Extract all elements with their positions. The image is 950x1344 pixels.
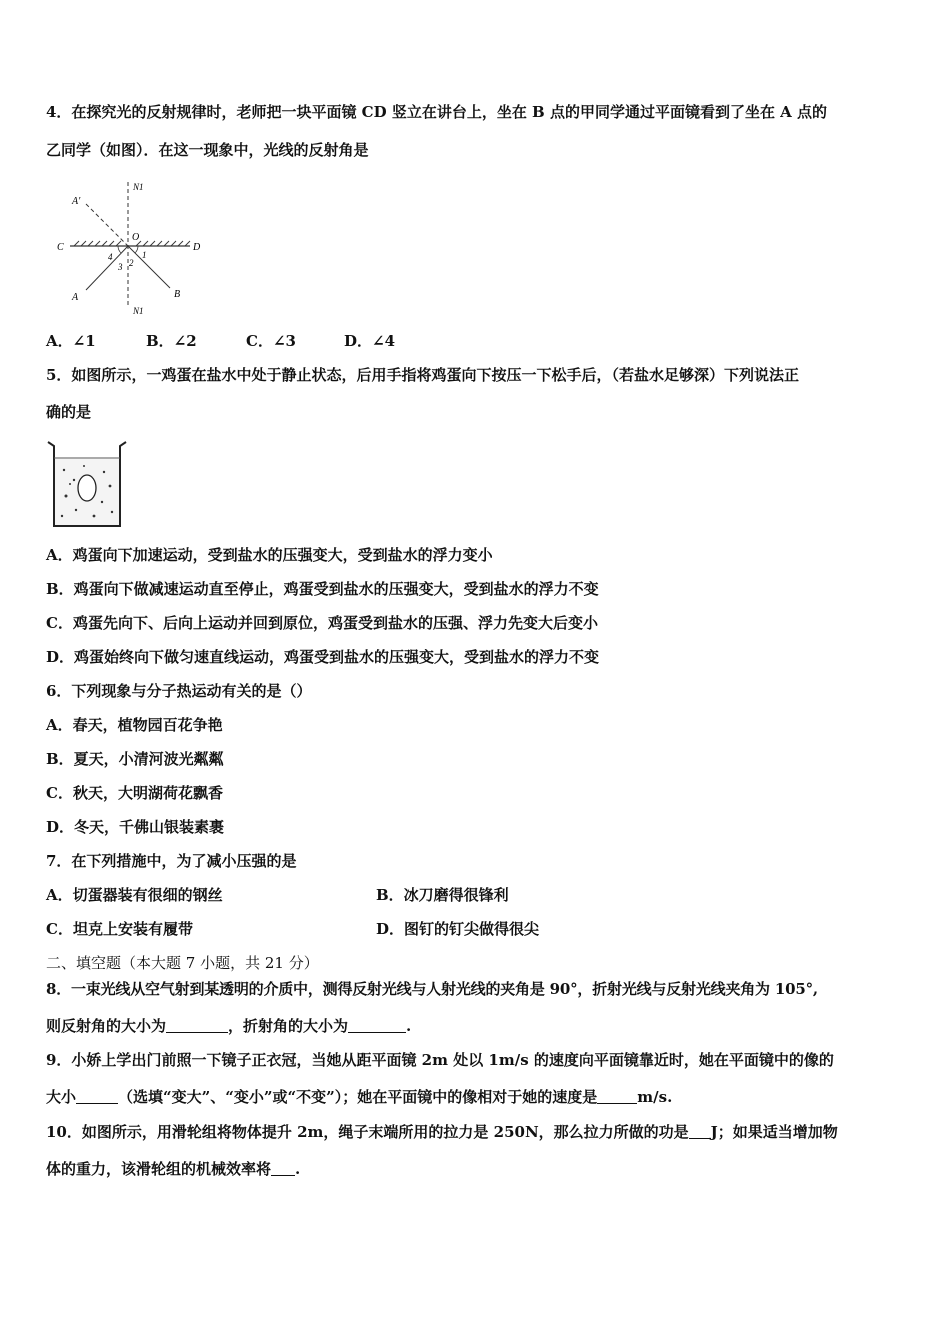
q5-option-d[interactable]: D．鸡蛋始终向下做匀速直线运动，鸡蛋受到盐水的压强变大，受到盐水的浮力不变	[46, 648, 600, 666]
q10-blank-efficiency[interactable]	[271, 1161, 295, 1176]
label-b: B	[174, 289, 181, 300]
label-d: D	[193, 242, 201, 253]
beaker-egg-figure	[44, 436, 128, 532]
q5-option-a[interactable]: A．鸡蛋向下加速运动，受到盐水的压强变大，受到盐水的浮力变小	[46, 546, 493, 564]
label-a-prime: A′	[72, 196, 81, 207]
q9-text-b: （选填“变大”、“变小”或“不变”）；她在平面镜中的像相对于她的速度是	[118, 1088, 598, 1106]
q7-option-a[interactable]: A．切蛋器装有很细的钢丝	[46, 886, 223, 904]
q10-text-c: 体的重力，该滑轮组的机械效率将	[46, 1160, 272, 1178]
q7-option-d[interactable]: D．图钉的钉尖做得很尖	[376, 920, 540, 938]
q9-stem-line2	[46, 1087, 672, 1107]
section-title-fill-in: 二、填空题（本大题 7 小题，共 21 分）	[46, 954, 319, 972]
label-n1-top: N1	[133, 182, 144, 192]
label-n1-bottom: N1	[133, 306, 144, 316]
q8-text-b: ，折射角的大小为	[228, 1017, 349, 1035]
q7-option-c[interactable]: C．坦克上安装有履带	[46, 920, 193, 938]
label-a: A	[72, 292, 79, 303]
label-angle-1: 1	[142, 250, 147, 260]
q6-option-a[interactable]: A．春天，植物园百花争艳	[46, 716, 223, 734]
q6-option-b[interactable]: B．夏天，小清河波光粼粼	[46, 750, 224, 768]
q8-blank-refraction-angle[interactable]	[348, 1018, 406, 1033]
q9-blank-image-size[interactable]	[76, 1089, 118, 1104]
q5-option-b[interactable]: B．鸡蛋向下做减速运动直至停止，鸡蛋受到盐水的压强变大，受到盐水的浮力不变	[46, 580, 599, 598]
q5-stem-line2: 确的是	[46, 403, 92, 421]
mirror-reflection-figure	[50, 178, 210, 318]
q10-stem-line1	[46, 1122, 838, 1142]
label-angle-4: 4	[108, 252, 113, 262]
q4-option-a[interactable]: A．∠1	[46, 332, 96, 350]
q8-stem-line2	[46, 1016, 411, 1036]
q4-stem-line2: 乙同学（如图）．在这一现象中，光线的反射角是	[46, 141, 369, 159]
q5-option-c[interactable]: C．鸡蛋先向下、后向上运动并回到原位，鸡蛋受到盐水的压强、浮力先变大后变小	[46, 614, 598, 632]
q6-stem: 6．下列现象与分子热运动有关的是（）	[46, 682, 312, 700]
q6-option-d[interactable]: D．冬天，千佛山银装素裹	[46, 818, 225, 836]
q9-stem-line1: 9．小娇上学出门前照一下镜子正衣冠，当她从距平面镜 2m 处以 1m/s 的速度向平面镜靠近时，她在平面镜中的像的	[46, 1051, 834, 1069]
q4-options	[46, 331, 395, 351]
q4-option-d[interactable]: D．∠4	[344, 332, 396, 350]
q8-blank-reflection-angle[interactable]	[166, 1018, 228, 1033]
q10-text-d: .	[295, 1160, 301, 1178]
q9-text-c: m/s.	[637, 1088, 673, 1106]
q4-stem-line1: 4．在探究光的反射规律时，老师把一块平面镜 CD 竖立在讲台上，坐在 B 点的甲同学通过平面镜看到了坐在 A 点的	[46, 103, 828, 121]
label-o: O	[132, 232, 140, 243]
q4-option-b[interactable]: B．∠2	[146, 332, 197, 350]
label-angle-3: 3	[118, 262, 123, 272]
q8-text-a: 则反射角的大小为	[46, 1017, 167, 1035]
q8-text-c: .	[406, 1017, 412, 1035]
q10-text-b: J；如果适当增加物	[710, 1123, 838, 1141]
q9-blank-relative-speed[interactable]	[597, 1089, 637, 1104]
q10-blank-work[interactable]	[689, 1124, 711, 1139]
q7-stem: 7．在下列措施中，为了减小压强的是	[46, 852, 297, 870]
q7-option-b[interactable]: B．冰刀磨得很锋利	[376, 886, 509, 904]
q5-stem-line1: 5．如图所示，一鸡蛋在盐水中处于静止状态，后用手指将鸡蛋向下按压一下松手后，（若盐水足够深）下列说法正	[46, 366, 799, 384]
q8-stem-line1: 8．一束光线从空气射到某透明的介质中，测得反射光线与人射光线的夹角是 90°，折射光线与反射光线夹角为 105°,	[46, 980, 818, 998]
q10-stem-line2	[46, 1159, 300, 1179]
q9-text-a: 大小	[46, 1088, 77, 1106]
label-angle-2: 2	[129, 258, 134, 268]
q4-option-c[interactable]: C．∠3	[246, 332, 296, 350]
label-c: C	[57, 242, 64, 253]
q6-option-c[interactable]: C．秋天，大明湖荷花飘香	[46, 784, 223, 802]
q10-text-a: 10．如图所示，用滑轮组将物体提升 2m，绳子末端所用的拉力是 250N，那么拉力所做的功是	[46, 1123, 689, 1141]
